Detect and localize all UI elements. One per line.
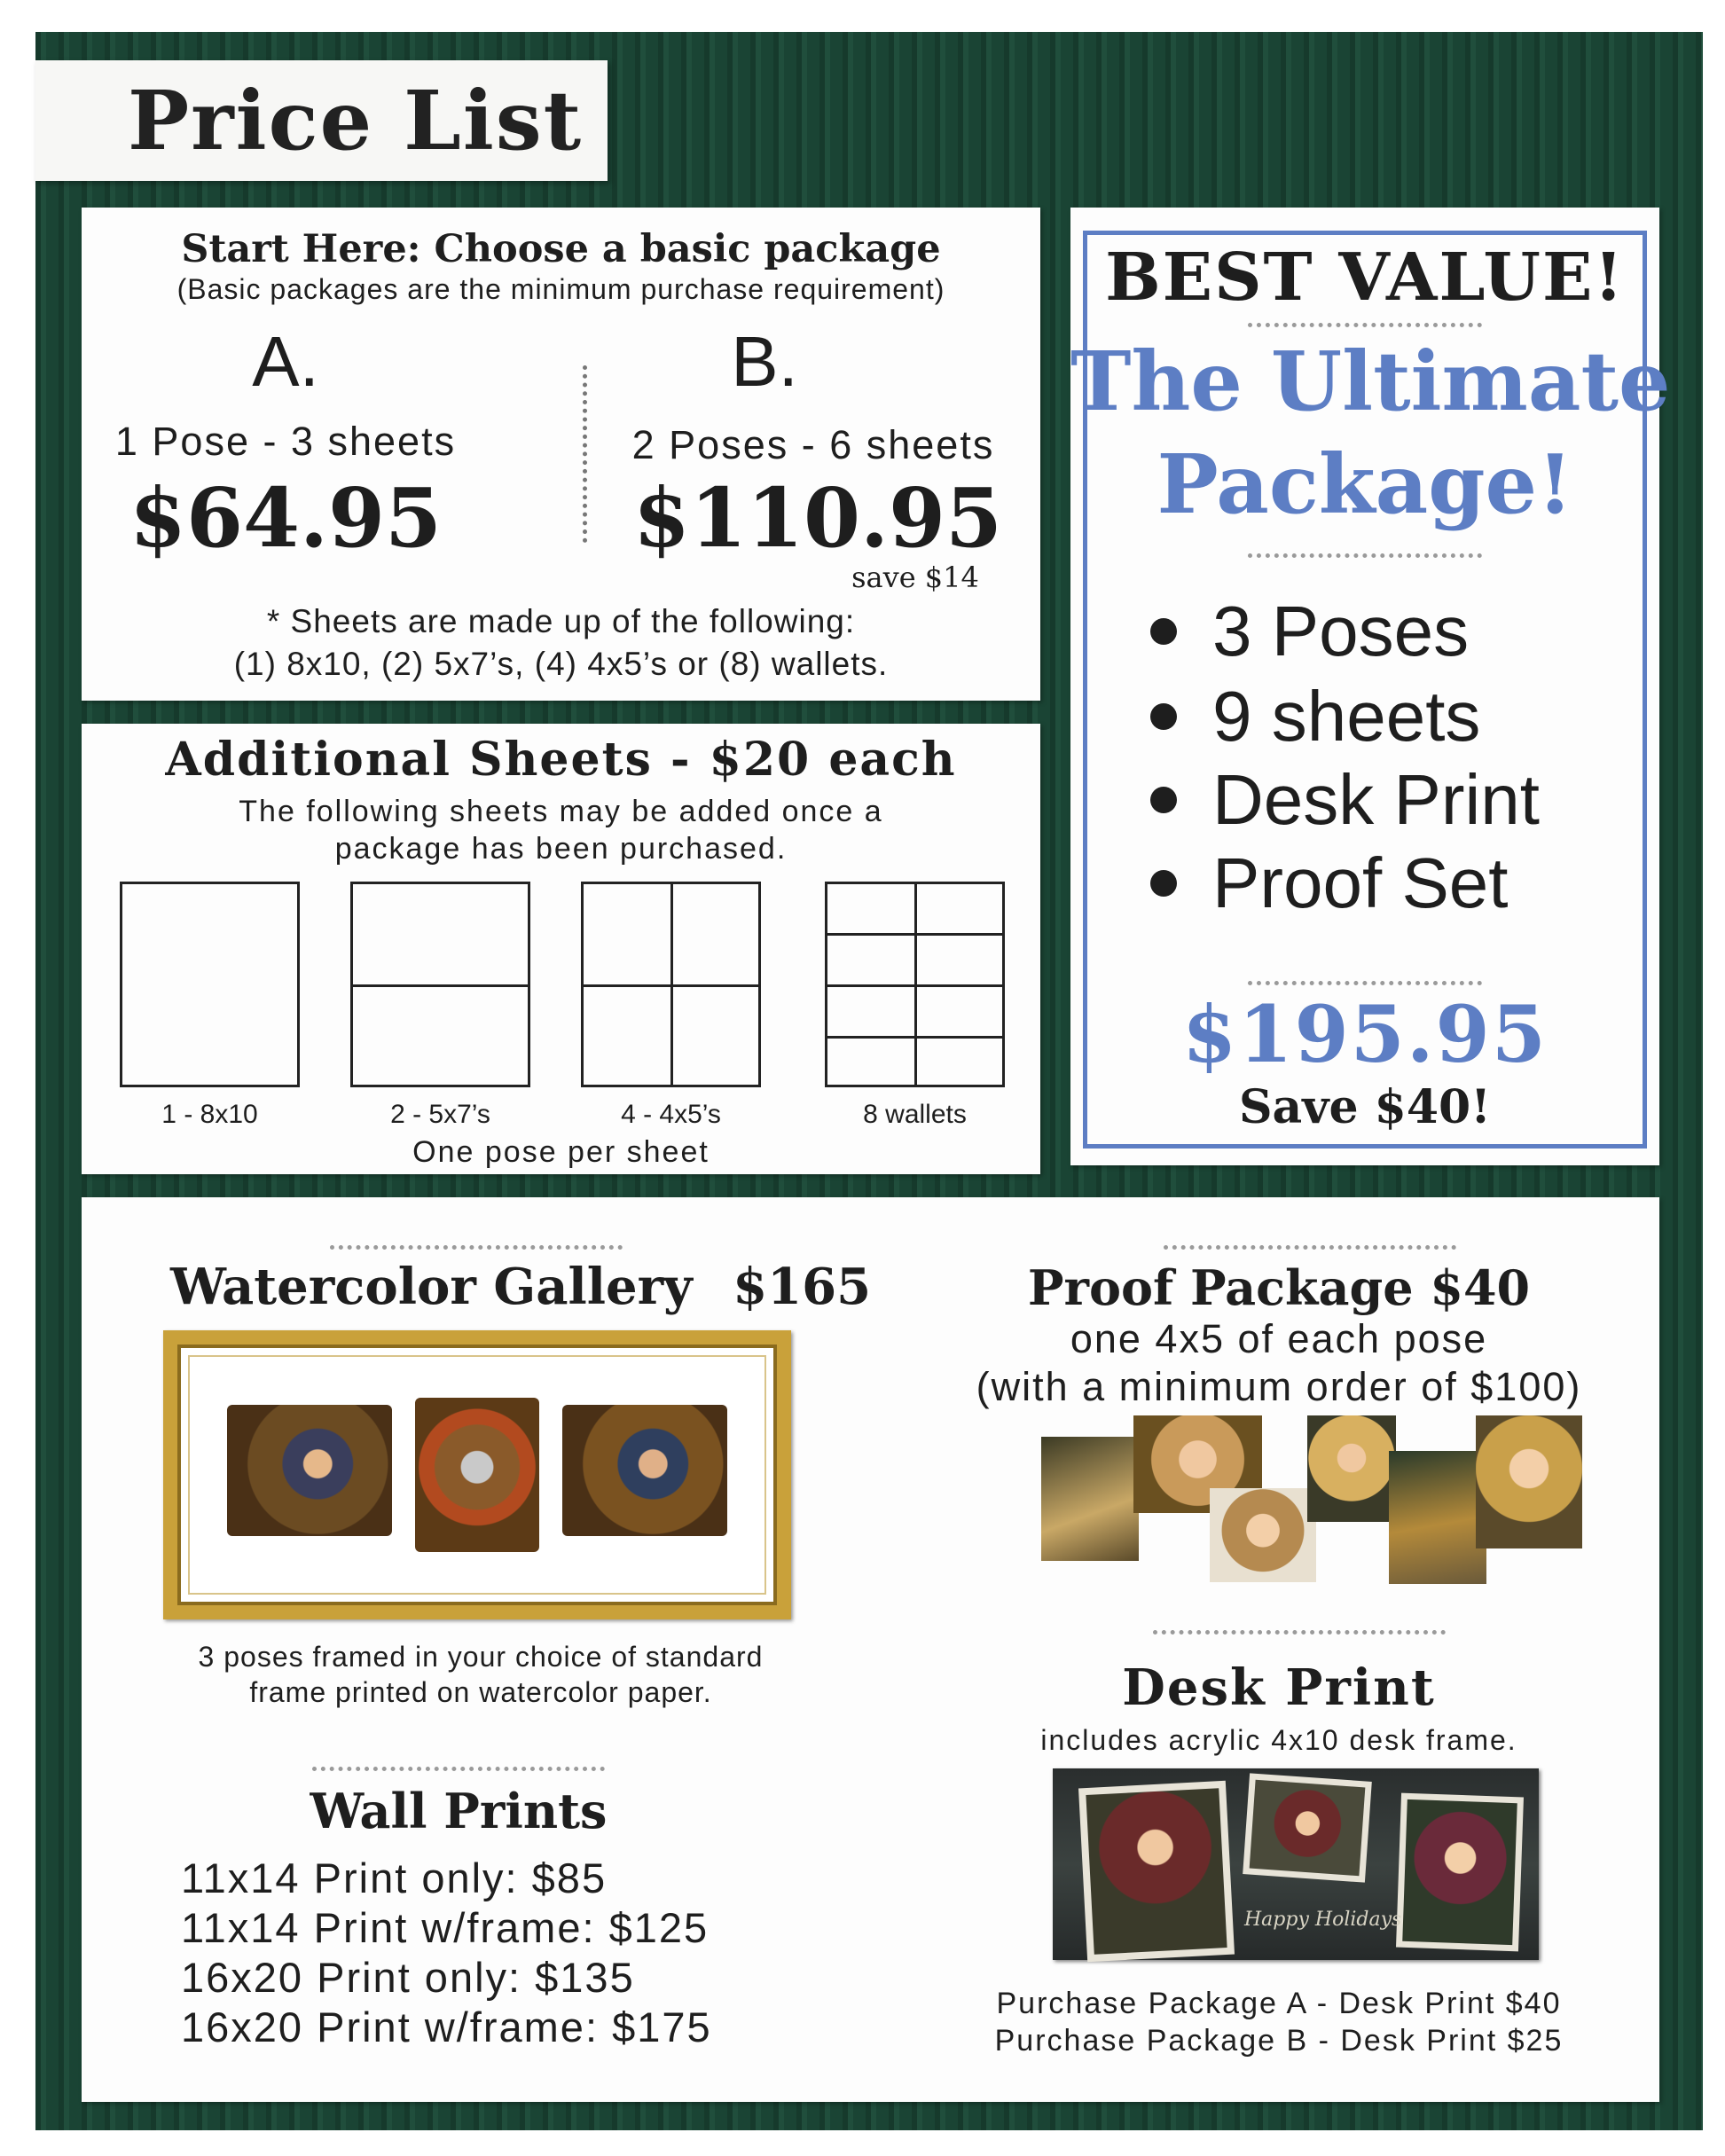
- proof-desc-1: one 4x5 of each pose: [1070, 1316, 1488, 1361]
- desk-print-image: [1053, 1768, 1539, 1960]
- proof-photo: [1307, 1415, 1396, 1522]
- basic-note: (Basic packages are the minimum purchase requirement): [176, 273, 945, 305]
- dotted-divider: [1248, 553, 1482, 558]
- package-b-price: $110.95: [632, 470, 1003, 566]
- dotted-divider: [1248, 323, 1482, 327]
- package-name-line-2: Package!: [1157, 436, 1573, 532]
- watercolor-photo-1: [227, 1405, 392, 1536]
- extras-panel: [82, 1197, 1659, 2102]
- desk-print-line-1: Purchase Package A - Desk Print $40: [996, 1987, 1562, 2020]
- desk-print-line-2: Purchase Package B - Desk Print $25: [994, 2024, 1564, 2058]
- sheet-layout-8x10: [120, 882, 300, 1087]
- wall-print-line: 11x14 Print only: $85: [181, 1854, 608, 1901]
- proof-photo: [1210, 1488, 1316, 1582]
- watercolor-heading: Watercolor Gallery: [170, 1258, 693, 1316]
- additional-heading: Additional Sheets - $20 each: [165, 733, 957, 787]
- watercolor-frame-image: [163, 1330, 791, 1619]
- watercolor-desc-2: frame printed on watercolor paper.: [249, 1676, 712, 1708]
- basic-package-panel: [82, 208, 1040, 701]
- proof-photo: [1476, 1415, 1582, 1548]
- watercolor-price: $165: [733, 1258, 872, 1316]
- best-value-price: $195.95: [1181, 988, 1549, 1080]
- proof-photo: [1041, 1437, 1139, 1561]
- dotted-divider: [1248, 981, 1482, 985]
- best-value-panel: [1070, 208, 1671, 1165]
- best-value-save: Save $40!: [1238, 1080, 1492, 1134]
- package-a-price: $64.95: [129, 470, 443, 566]
- sheet-layout-5x7: [350, 882, 530, 1087]
- desk-photo: [1078, 1781, 1235, 1962]
- sheet-label-8x10: 1 - 8x10: [161, 1100, 258, 1129]
- desk-print-desc: includes acrylic 4x10 desk frame.: [1040, 1724, 1517, 1756]
- wall-print-line: 11x14 Print w/frame: $125: [181, 1904, 710, 1951]
- additional-sub-1: The following sheets may be added once a: [239, 795, 883, 828]
- best-value-banner: BEST VALUE!: [1105, 239, 1625, 316]
- best-item-sheets: 9 sheets: [1150, 676, 1480, 757]
- watercolor-desc-1: 3 poses framed in your choice of standard: [198, 1641, 764, 1673]
- dotted-divider: [1153, 1630, 1446, 1635]
- wall-prints-heading: Wall Prints: [310, 1783, 608, 1839]
- proof-heading: Proof Package $40: [1027, 1259, 1531, 1316]
- sheet-layout-4x5: [581, 882, 761, 1087]
- package-b-letter: B.: [731, 322, 798, 401]
- desk-photo: [1396, 1793, 1524, 1952]
- desk-print-heading: Desk Print: [1122, 1658, 1436, 1717]
- package-b-save: save $14: [851, 561, 979, 594]
- page-title: Price List: [128, 73, 584, 169]
- dotted-divider: [312, 1767, 605, 1771]
- sheet-label-4x5: 4 - 4x5’s: [621, 1100, 721, 1129]
- sheet-divider: [353, 984, 528, 987]
- proof-collage-image: [1041, 1415, 1582, 1584]
- dotted-divider: [1164, 1245, 1456, 1250]
- best-item-poses: 3 Poses: [1150, 591, 1469, 672]
- watercolor-photo-2: [415, 1398, 539, 1552]
- dotted-divider: [330, 1245, 623, 1250]
- package-b-desc: 2 Poses - 6 sheets: [631, 422, 995, 467]
- watercolor-heading-row: [170, 1258, 871, 1316]
- package-name-line-1: The Ultimate: [1070, 333, 1671, 429]
- best-item-desk-print: Desk Print: [1150, 759, 1540, 841]
- additional-sheets-panel: [82, 724, 1040, 1174]
- title-tab: [35, 60, 608, 181]
- best-item-proof-set: Proof Set: [1150, 843, 1509, 924]
- proof-photo: [1389, 1451, 1486, 1584]
- sheet-label-wallets: 8 wallets: [863, 1100, 967, 1129]
- sheet-layout-wallets: [825, 882, 1005, 1087]
- basic-heading: Start Here: Choose a basic package: [181, 227, 941, 271]
- proof-desc-2: (with a minimum order of $100): [976, 1364, 1582, 1409]
- wall-print-line: 16x20 Print w/frame: $175: [181, 2003, 712, 2050]
- wall-print-line: 16x20 Print only: $135: [181, 1954, 635, 2001]
- package-divider: [583, 365, 587, 543]
- package-a-letter: A.: [252, 322, 319, 401]
- sheet-label-5x7: 2 - 5x7’s: [390, 1100, 490, 1129]
- additional-sub-2: package has been purchased.: [334, 832, 788, 866]
- desk-photo: [1243, 1773, 1372, 1882]
- sheets-note-1: * Sheets are made up of the following:: [266, 603, 856, 639]
- desk-print-script: Happy Holidays: [1244, 1909, 1402, 1931]
- additional-footer: One pose per sheet: [412, 1135, 710, 1169]
- watercolor-photo-3: [562, 1405, 727, 1536]
- sheets-note-2: (1) 8x10, (2) 5x7’s, (4) 4x5’s or (8) wallets.: [233, 646, 889, 682]
- sheet-divider: [914, 884, 917, 1085]
- package-a-desc: 1 Pose - 3 sheets: [114, 419, 457, 464]
- sheet-divider: [670, 884, 673, 1085]
